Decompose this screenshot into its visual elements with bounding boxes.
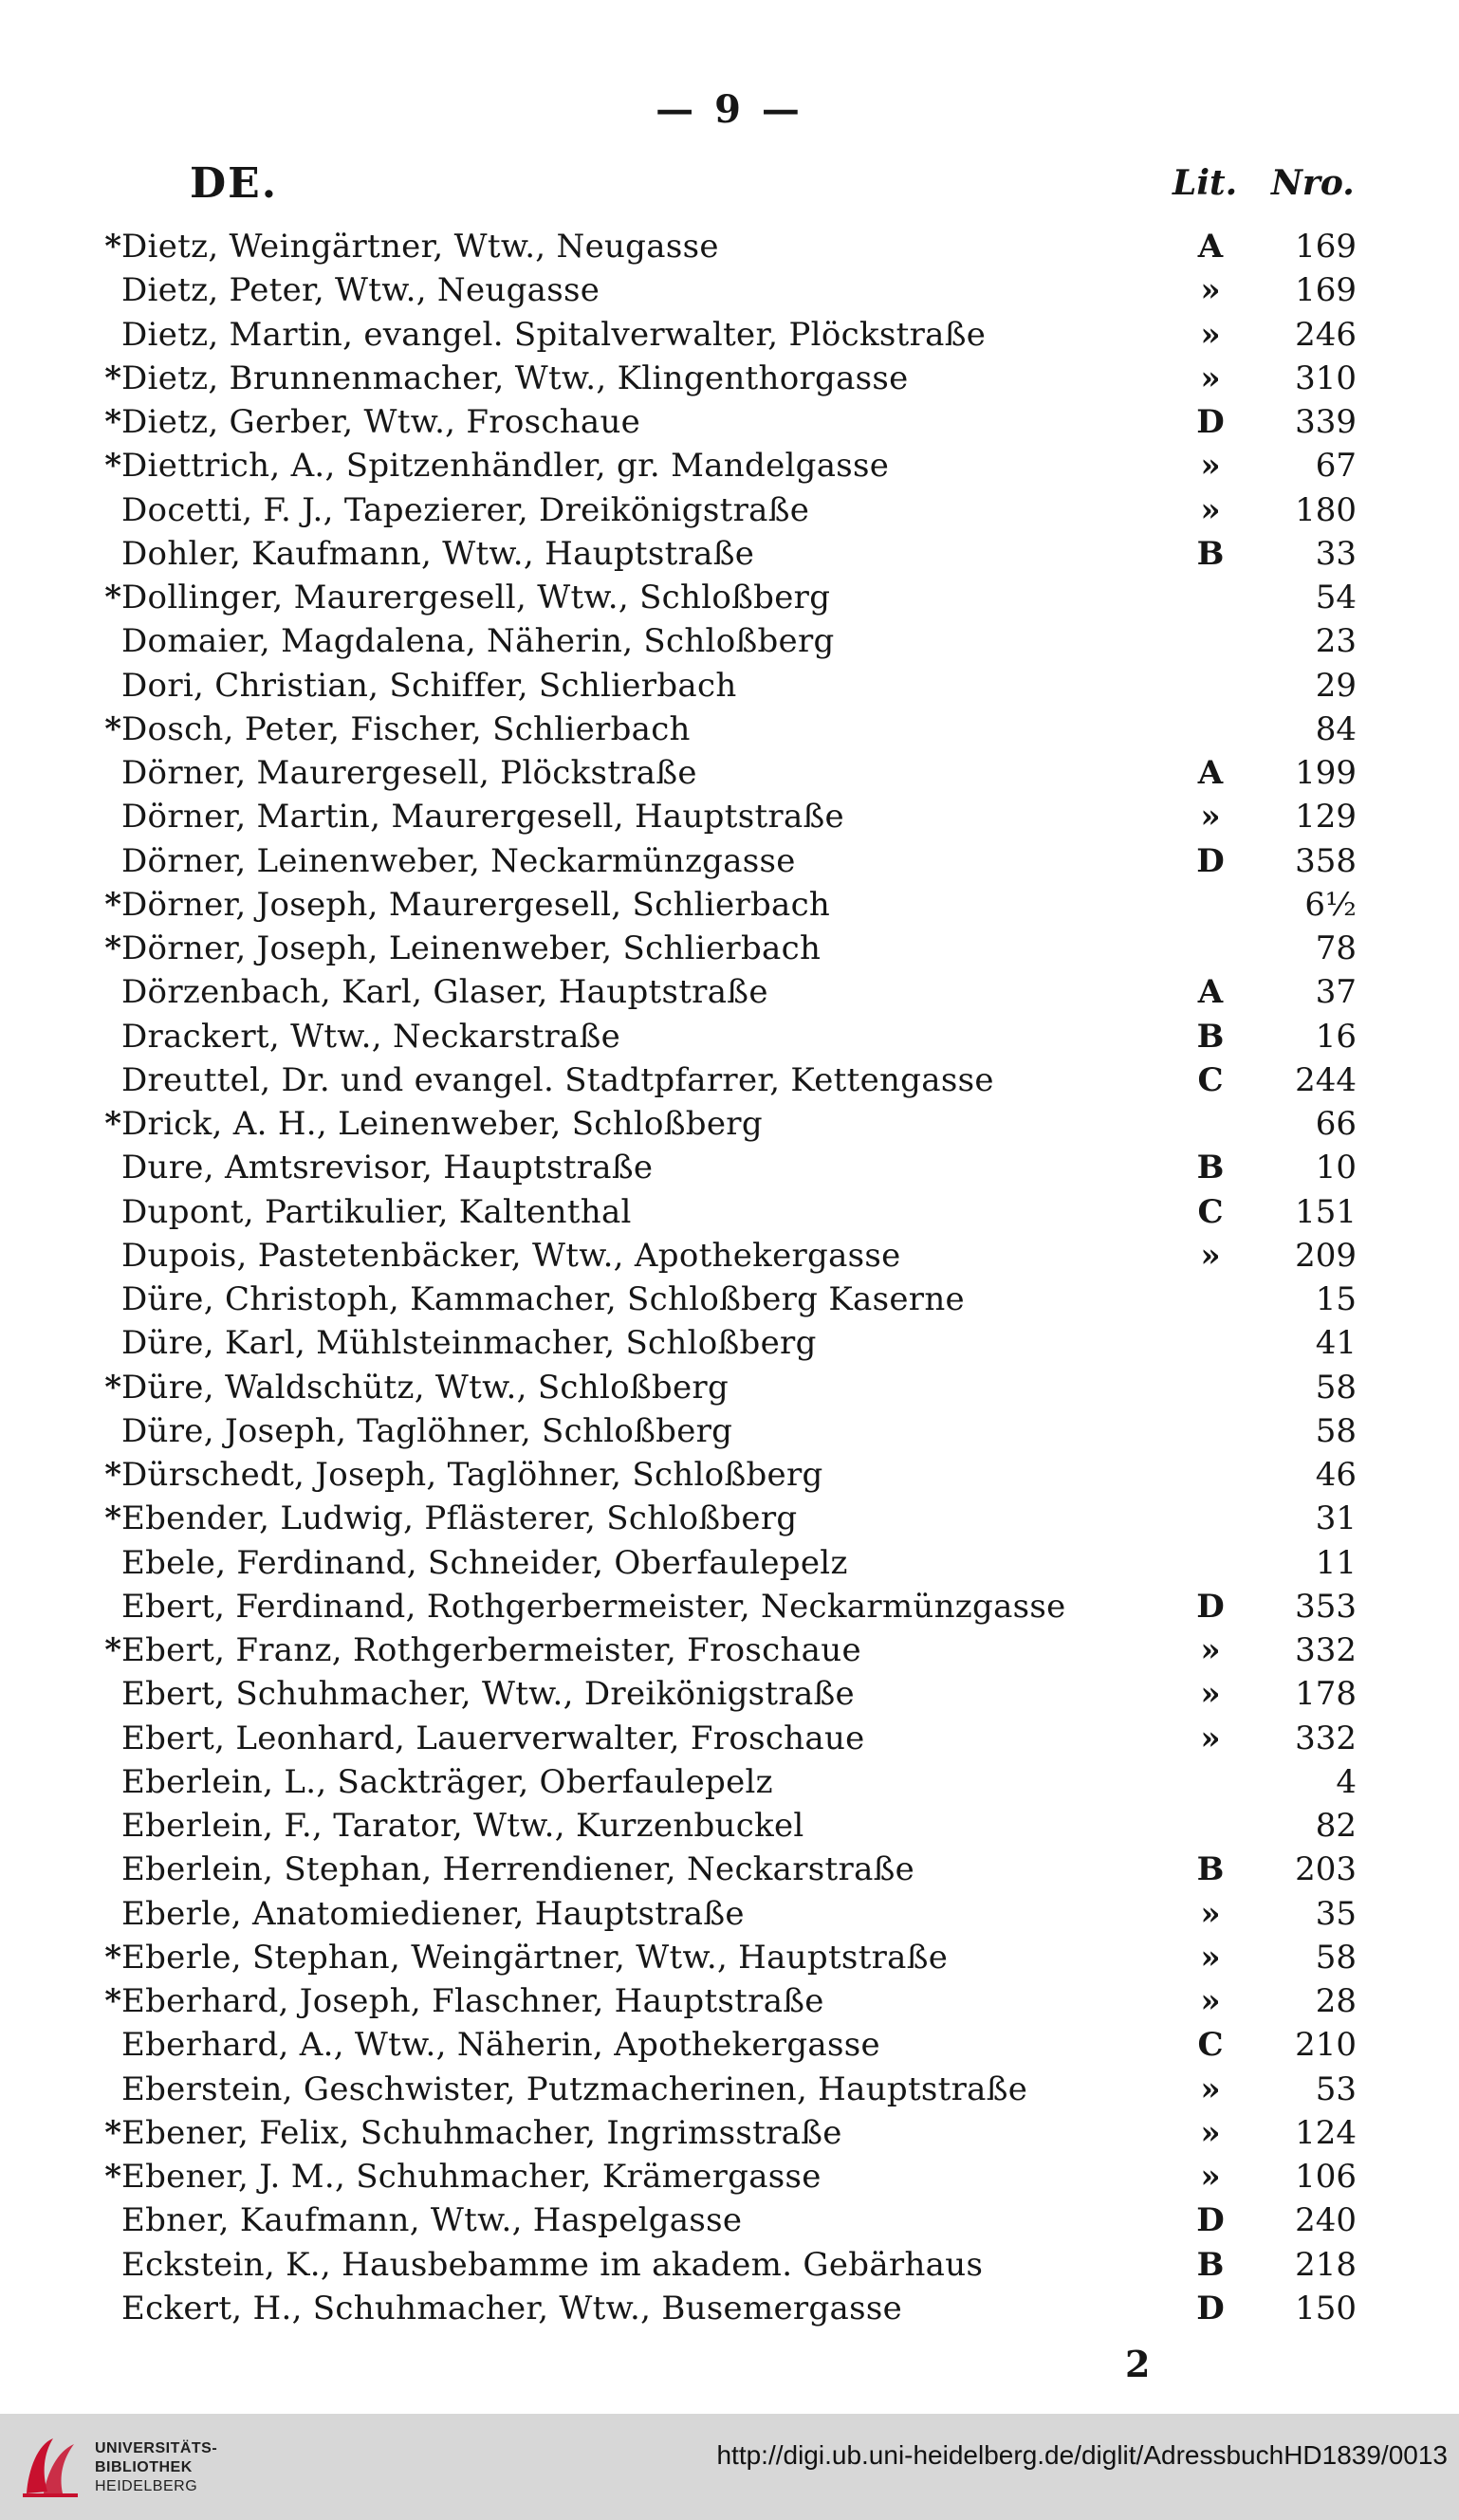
- entry-nro: 35: [1315, 1894, 1357, 1933]
- entry-text: Ebele, Ferdinand, Schneider, Oberfaulepelz: [121, 1543, 848, 1582]
- entry-marker: *: [104, 1938, 121, 1977]
- entry-text: Düre, Waldschütz, Wtw., Schloßberg: [121, 1368, 730, 1407]
- entry-lit: »: [1200, 1631, 1221, 1669]
- list-item: [0, 2022, 1459, 2066]
- entry-marker: *: [104, 1631, 121, 1669]
- entry-lit: D: [1196, 841, 1225, 880]
- entry-text: Dörner, Martin, Maurergesell, Hauptstraße: [121, 798, 844, 837]
- entry-nro: 210: [1295, 2026, 1357, 2065]
- list-item: [0, 1408, 1459, 1452]
- entry-nro: 332: [1295, 1631, 1357, 1669]
- list-item: [0, 1496, 1459, 1539]
- entry-marker: *: [104, 2113, 121, 2152]
- entry-nro: 180: [1295, 490, 1357, 529]
- entry-nro: 66: [1315, 1105, 1357, 1143]
- entry-lit: B: [1196, 1850, 1225, 1889]
- entry-lit: »: [1200, 2113, 1221, 2152]
- list-item: [0, 838, 1459, 882]
- entry-lit: C: [1197, 1060, 1224, 1099]
- entry-text: Düre, Karl, Mühlsteinmacher, Schloßberg: [121, 1324, 817, 1363]
- list-item: [0, 1628, 1459, 1671]
- entry-lit: »: [1200, 490, 1221, 529]
- entry-nro: 82: [1315, 1807, 1357, 1845]
- list-item: [0, 1847, 1459, 1890]
- university-library-logo-icon: [15, 2431, 87, 2503]
- entry-nro: 339: [1295, 403, 1357, 441]
- entry-lit: »: [1200, 1719, 1221, 1757]
- entry-nro: 58: [1315, 1938, 1357, 1977]
- entry-nro: 178: [1295, 1675, 1357, 1714]
- entry-lit: D: [1196, 1587, 1225, 1626]
- entry-lit: »: [1200, 1982, 1221, 2020]
- entry-nro: 310: [1295, 359, 1357, 397]
- list-item: [0, 663, 1459, 707]
- list-item: [0, 2110, 1459, 2154]
- entry-lit: »: [1200, 2069, 1221, 2108]
- sheet-signature: 2: [1125, 2343, 1151, 2385]
- entry-text: Eckstein, K., Hausbebamme im akadem. Gebärhaus: [121, 2245, 984, 2284]
- entry-lit: D: [1196, 2201, 1225, 2240]
- entry-nro: 203: [1295, 1850, 1357, 1889]
- entry-nro: 67: [1315, 447, 1357, 486]
- entry-text: Dietz, Brunnenmacher, Wtw., Klingenthorgasse: [121, 359, 909, 397]
- entry-nro: 124: [1295, 2113, 1357, 2152]
- list-item: [0, 224, 1459, 267]
- entry-text: Eberlein, Stephan, Herrendiener, Neckarstraße: [121, 1850, 915, 1889]
- entry-text: Düre, Joseph, Taglöhner, Schloßberg: [121, 1411, 733, 1450]
- entry-nro: 353: [1295, 1587, 1357, 1626]
- entry-nro: 15: [1315, 1280, 1357, 1318]
- list-item: [0, 531, 1459, 575]
- entry-marker: *: [104, 403, 121, 441]
- entry-nro: 10: [1315, 1149, 1357, 1187]
- entry-text: Dietz, Gerber, Wtw., Froschaue: [121, 403, 641, 441]
- list-item: [0, 1014, 1459, 1058]
- list-item: [0, 1891, 1459, 1935]
- entry-nro: 106: [1295, 2158, 1357, 2196]
- entry-text: Drick, A. H., Leinenweber, Schloßberg: [121, 1105, 763, 1143]
- entry-nro: 129: [1295, 798, 1357, 837]
- entry-nro: 16: [1315, 1017, 1357, 1056]
- entry-text: Dietz, Martin, evangel. Spitalverwalter, Plöckstraße: [121, 315, 987, 354]
- list-item: [0, 1145, 1459, 1188]
- entry-lit: B: [1196, 534, 1225, 573]
- list-item: [0, 882, 1459, 926]
- list-item: [0, 1671, 1459, 1715]
- entry-text: Dreuttel, Dr. und evangel. Stadtpfarrer, Kettengasse: [121, 1060, 994, 1099]
- list-header: [0, 159, 1459, 216]
- column-header-nro: Nro.: [1271, 163, 1355, 203]
- page-number: — 9 —: [656, 87, 803, 132]
- entry-text: Ebener, Felix, Schuhmacher, Ingrimsstraße: [121, 2113, 842, 2152]
- entry-marker: *: [104, 228, 121, 266]
- entry-marker: *: [104, 447, 121, 486]
- entry-nro: 218: [1295, 2245, 1357, 2284]
- entry-text: Ebert, Franz, Rothgerbermeister, Froschaue: [121, 1631, 861, 1669]
- entry-nro: 150: [1295, 2289, 1357, 2327]
- list-item: [0, 926, 1459, 969]
- library-name-line-3: HEIDELBERG: [95, 2478, 198, 2494]
- list-item: [0, 750, 1459, 794]
- entry-nro: 28: [1315, 1982, 1357, 2020]
- list-item: [0, 487, 1459, 531]
- entry-lit: »: [1200, 798, 1221, 837]
- list-item: [0, 1189, 1459, 1233]
- entry-lit: A: [1197, 973, 1224, 1012]
- entry-lit: B: [1196, 1017, 1225, 1056]
- list-item: [0, 1365, 1459, 1408]
- list-item: [0, 2242, 1459, 2286]
- entry-nro: 358: [1295, 841, 1357, 880]
- list-item: [0, 312, 1459, 356]
- entry-nro: 29: [1315, 666, 1357, 705]
- list-item: [0, 1584, 1459, 1628]
- entry-text: Ebener, J. M., Schuhmacher, Krämergasse: [121, 2158, 822, 2196]
- entry-lit: »: [1200, 1894, 1221, 1933]
- entry-text: Dürschedt, Joseph, Taglöhner, Schloßberg: [121, 1456, 823, 1494]
- entry-lit: C: [1197, 1192, 1224, 1231]
- address-entries-list: [0, 224, 1459, 2329]
- entry-nro: 33: [1315, 534, 1357, 573]
- list-item: [0, 2286, 1459, 2329]
- list-item: [0, 618, 1459, 662]
- entry-marker: *: [104, 1105, 121, 1143]
- entry-text: Diettrich, A., Spitzenhändler, gr. Mandelgasse: [121, 447, 890, 486]
- entry-lit: »: [1200, 359, 1221, 397]
- entry-lit: »: [1200, 1236, 1221, 1275]
- entry-text: Eberlein, L., Sackträger, Oberfaulepelz: [121, 1762, 773, 1801]
- entry-text: Docetti, F. J., Tapezierer, Dreikönigstraße: [121, 490, 810, 529]
- source-url-link[interactable]: http://digi.ub.uni-heidelberg.de/diglit/AdressbuchHD1839/0013: [716, 2440, 1448, 2470]
- entry-lit: »: [1200, 1938, 1221, 1977]
- list-item: [0, 1452, 1459, 1496]
- list-item: [0, 2154, 1459, 2198]
- entry-marker: *: [104, 709, 121, 748]
- entry-nro: 169: [1295, 271, 1357, 310]
- entry-text: Dosch, Peter, Fischer, Schlierbach: [121, 709, 691, 748]
- entry-text: Eberle, Anatomiediener, Hauptstraße: [121, 1894, 745, 1933]
- entry-lit: »: [1200, 315, 1221, 354]
- entry-marker: *: [104, 1456, 121, 1494]
- entry-nro: 46: [1315, 1456, 1357, 1494]
- list-item: [0, 443, 1459, 487]
- entry-text: Dietz, Weingärtner, Wtw., Neugasse: [121, 228, 719, 266]
- list-item: [0, 794, 1459, 837]
- entry-nro: 240: [1295, 2201, 1357, 2240]
- entry-text: Dupois, Pastetenbäcker, Wtw., Apothekergasse: [121, 1236, 901, 1275]
- entry-nro: 58: [1315, 1368, 1357, 1407]
- entry-lit: B: [1196, 2245, 1225, 2284]
- entry-nro: 246: [1295, 315, 1357, 354]
- list-item: [0, 1233, 1459, 1277]
- list-item: [0, 1935, 1459, 1978]
- entry-nro: 332: [1295, 1719, 1357, 1757]
- entry-marker: *: [104, 1368, 121, 1407]
- entry-text: Ebert, Ferdinand, Rothgerbermeister, Neckarmünzgasse: [121, 1587, 1066, 1626]
- entry-text: Dollinger, Maurergesell, Wtw., Schloßberg: [121, 579, 831, 616]
- library-name-line-1: UNIVERSITÄTS-: [95, 2440, 218, 2456]
- entry-nro: 53: [1315, 2069, 1357, 2108]
- entry-lit: B: [1196, 1149, 1225, 1187]
- entry-nro: 244: [1295, 1060, 1357, 1099]
- column-header-lit: Lit.: [1173, 163, 1238, 203]
- list-item: [0, 1058, 1459, 1101]
- entry-marker: *: [104, 1499, 121, 1538]
- entry-text: Dohler, Kaufmann, Wtw., Hauptstraße: [121, 534, 755, 573]
- entry-text: Dure, Amtsrevisor, Hauptstraße: [121, 1149, 654, 1187]
- entry-nro: 84: [1315, 709, 1357, 748]
- entry-text: Dörner, Leinenweber, Neckarmünzgasse: [121, 841, 796, 880]
- section-heading: DE.: [190, 159, 279, 208]
- entry-lit: »: [1200, 2158, 1221, 2196]
- entry-lit: »: [1200, 1675, 1221, 1714]
- entry-text: Düre, Christoph, Kammacher, Schloßberg Kaserne: [121, 1280, 965, 1318]
- list-item: [0, 267, 1459, 311]
- entry-marker: *: [104, 579, 121, 616]
- entry-text: Dörzenbach, Karl, Glaser, Hauptstraße: [121, 973, 768, 1012]
- entry-marker: *: [104, 1982, 121, 2020]
- entry-text: Ebner, Kaufmann, Wtw., Haspelgasse: [121, 2201, 743, 2240]
- entry-text: Ebender, Ludwig, Pflästerer, Schloßberg: [121, 1499, 798, 1538]
- list-item: [0, 575, 1459, 618]
- list-item: [0, 1540, 1459, 1584]
- list-item: [0, 1277, 1459, 1320]
- list-item: [0, 1716, 1459, 1759]
- entry-text: Eberlein, F., Tarator, Wtw., Kurzenbuckel: [121, 1807, 804, 1845]
- list-item: [0, 707, 1459, 750]
- entry-lit: »: [1200, 271, 1221, 310]
- list-item: [0, 356, 1459, 399]
- entry-marker: *: [104, 359, 121, 397]
- entry-lit: »: [1200, 447, 1221, 486]
- entry-nro: 31: [1315, 1499, 1357, 1538]
- entry-text: Eckert, H., Schuhmacher, Wtw., Busemergasse: [121, 2289, 903, 2327]
- list-item: [0, 1978, 1459, 2022]
- list-item: [0, 969, 1459, 1013]
- entry-nro: 199: [1295, 754, 1357, 792]
- entry-text: Drackert, Wtw., Neckarstraße: [121, 1017, 621, 1056]
- list-item: [0, 1320, 1459, 1364]
- entry-marker: *: [104, 885, 121, 924]
- entry-nro: 209: [1295, 1236, 1357, 1275]
- entry-lit: D: [1196, 2289, 1225, 2327]
- list-item: [0, 399, 1459, 443]
- digitization-footer: [0, 2414, 1459, 2520]
- entry-nro: 37: [1315, 973, 1357, 1012]
- entry-nro: 54: [1315, 579, 1357, 616]
- list-item: [0, 1101, 1459, 1145]
- entry-nro: 41: [1315, 1324, 1357, 1363]
- entry-text: Dörner, Joseph, Maurergesell, Schlierbach: [121, 885, 831, 924]
- entry-text: Dörner, Joseph, Leinenweber, Schlierbach: [121, 929, 822, 967]
- entry-nro: 4: [1336, 1762, 1357, 1801]
- entry-text: Dori, Christian, Schiffer, Schlierbach: [121, 666, 737, 705]
- entry-text: Ebert, Schuhmacher, Wtw., Dreikönigstraße: [121, 1675, 855, 1714]
- entry-text: Ebert, Leonhard, Lauerverwalter, Froschaue: [121, 1719, 865, 1757]
- entry-text: Eberhard, A., Wtw., Näherin, Apothekergasse: [121, 2026, 880, 2065]
- entry-text: Dörner, Maurergesell, Plöckstraße: [121, 754, 697, 792]
- entry-text: Eberhard, Joseph, Flaschner, Hauptstraße: [121, 1982, 824, 2020]
- library-name-line-2: BIBLIOTHEK: [95, 2459, 193, 2475]
- entry-lit: A: [1197, 754, 1224, 792]
- entry-nro: 6½: [1304, 885, 1357, 924]
- entry-marker: *: [104, 2158, 121, 2196]
- entry-lit: C: [1197, 2026, 1224, 2065]
- entry-nro: 151: [1295, 1192, 1357, 1231]
- list-item: [0, 2198, 1459, 2241]
- entry-lit: D: [1196, 403, 1225, 441]
- entry-nro: 78: [1315, 929, 1357, 967]
- entry-text: Dietz, Peter, Wtw., Neugasse: [121, 271, 600, 310]
- entry-lit: A: [1197, 228, 1224, 266]
- entry-text: Eberstein, Geschwister, Putzmacherinen, Hauptstraße: [121, 2069, 1028, 2108]
- entry-text: Domaier, Magdalena, Näherin, Schloßberg: [121, 622, 835, 661]
- entry-nro: 11: [1315, 1543, 1357, 1582]
- list-item: [0, 2067, 1459, 2110]
- entry-nro: 169: [1295, 228, 1357, 266]
- entry-nro: 58: [1315, 1411, 1357, 1450]
- entry-marker: *: [104, 929, 121, 967]
- list-item: [0, 1803, 1459, 1847]
- list-item: [0, 1759, 1459, 1803]
- entry-nro: 23: [1315, 622, 1357, 661]
- entry-text: Eberle, Stephan, Weingärtner, Wtw., Hauptstraße: [121, 1938, 949, 1977]
- entry-text: Dupont, Partikulier, Kaltenthal: [121, 1192, 632, 1231]
